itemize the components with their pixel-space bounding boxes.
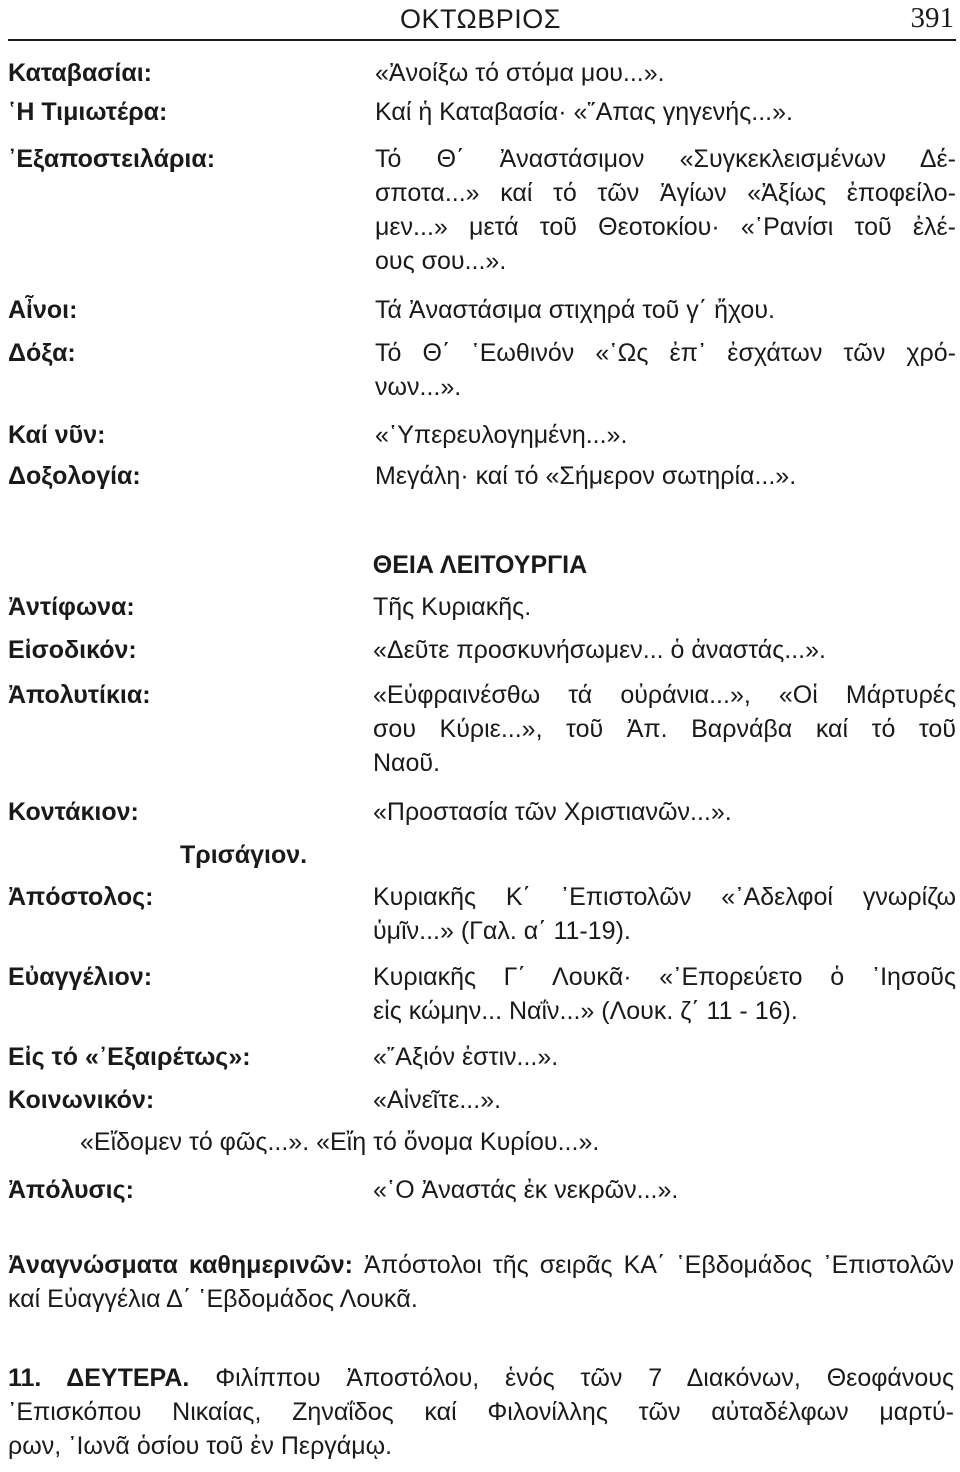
row-text: Τῆς Κυριακῆς.	[373, 593, 532, 621]
trisagion: Τρισάγιον.	[180, 841, 308, 869]
row-text: «῎Αξιόν ἐστιν...».	[373, 1043, 559, 1071]
row-label: Δοξολογία:	[8, 462, 141, 490]
liturgy-title: ΘΕΙΑ ΛΕΙΤΟΥΡΓΙΑ	[372, 551, 588, 579]
page-number: 391	[910, 2, 954, 34]
saints-text: Φιλίππου Ἀποστόλου, ἑνός τῶν 7 Διακόνων, Θεοφάνους	[189, 1364, 955, 1392]
row-label: Αἶνοι:	[8, 296, 78, 324]
row-text: Κυριακῆς Γ΄ Λουκᾶ· «᾿Επορεύετο ὁ ᾿Ιησοῦς εἰς κώμην... Ναΐν...» (Λουκ. ζ΄ 11 - 16).	[373, 963, 956, 1025]
row-text: Κυριακῆς Κ΄ ᾿Επιστολῶν «᾿Αδελφοί γνωρίζω ὑμῖν...» (Γαλ. α΄ 11-19).	[373, 883, 956, 945]
row-text: Τό Θ΄ Ἀναστάσιμον «Συγκεκλεισμένων Δέ- σποτα...» καί τό τῶν Ἁγίων «Ἀξίως ἐποφείλο- μεν...» μετά τοῦ Θεοτοκίου· «῾Ρανίσι τοῦ ἐλέ- ους σου...».	[375, 145, 956, 275]
row-text: «Ἀνοίξω τό στόμα μου...».	[375, 59, 665, 87]
row-text: Μεγάλη· καί τό «Σήμερον σωτηρία...».	[375, 462, 797, 490]
row-label: Ἀπολυτίκια:	[8, 681, 151, 709]
page-header	[0, 2, 960, 38]
weekday-readings-paragraph	[8, 1248, 954, 1316]
row-text: «Δεῦτε προσκυνήσωμεν... ὁ ἀναστάς...».	[373, 636, 826, 664]
readings-label: Ἀναγνώσματα καθημερινῶν:	[8, 1251, 353, 1279]
readings-text: καί Εὐαγγέλια Δ΄ ῾Εβδομάδος Λουκᾶ.	[8, 1285, 418, 1313]
row-label: Καταβασίαι:	[8, 59, 152, 87]
row-text: «Προστασία τῶν Χριστιανῶν...».	[373, 798, 732, 826]
row-text: Τά Ἀναστάσιμα στιχηρά τοῦ γ΄ ἤχου.	[375, 296, 775, 324]
row-label: Κοντάκιον:	[8, 798, 139, 826]
header-rule	[8, 39, 956, 41]
row-label: Ἀπόλυσις:	[8, 1176, 134, 1204]
communion-hymns: «Εἴδομεν τό φῶς...». «Εἴη τό ὄνομα Κυρίου...».	[80, 1128, 600, 1156]
row-label: ῾Η Τιμιωτέρα:	[8, 98, 168, 126]
row-label: Εὐαγγέλιον:	[8, 963, 153, 991]
saints-text: ρων, ᾿Ιωνᾶ ὁσίου τοῦ ἐν Περγάμῳ.	[8, 1432, 393, 1460]
row-text: «Εὐφραινέσθω τά οὐράνια...», «Οἱ Μάρτυρές σου Κύριε...», τοῦ Ἀπ. Βαρνάβα καί τό τοῦ Ναοῦ.	[373, 681, 956, 777]
row-label: Δόξα:	[8, 339, 76, 367]
running-head-month: ΟΚΤΩΒΡΙΟΣ	[400, 4, 561, 34]
row-text: Τό Θ΄ ῾Εωθινόν «῾Ως ἐπ᾿ ἐσχάτων τῶν χρό- νων...».	[375, 339, 956, 401]
row-label: Κοινωνικόν:	[8, 1086, 155, 1114]
row-label: Εἰς τό «᾿Εξαιρέτως»:	[8, 1043, 251, 1071]
row-label: Καί νῦν:	[8, 421, 106, 449]
readings-text: Ἀπόστολοι τῆς σειρᾶς ΚΑ΄ ῾Εβδομάδος ᾿Επιστολῶν	[352, 1251, 954, 1279]
day-heading: 11. ΔΕΥΤΕΡΑ.	[8, 1364, 190, 1392]
row-text: Καί ἡ Καταβασία· «῞Απας γηγενής...».	[375, 98, 793, 126]
row-label: Ἀντίφωνα:	[8, 593, 135, 621]
row-label: Ἀπόστολος:	[8, 883, 154, 911]
saints-text: ᾿Επισκόπου Νικαίας, Ζηναΐδος καί Φιλονίλλης τῶν αὐταδέλφων μαρτύ-	[8, 1398, 954, 1426]
row-label: ᾿Εξαποστειλάρια:	[8, 145, 216, 173]
row-text: «Αἰνεῖτε...».	[373, 1086, 502, 1114]
row-text: «῾Ο Ἀναστάς ἐκ νεκρῶν...».	[373, 1176, 679, 1204]
row-text: «῾Υπερευλογημένη...».	[375, 421, 628, 449]
next-day-paragraph	[8, 1361, 954, 1463]
row-label: Εἰσοδικόν:	[8, 636, 137, 664]
